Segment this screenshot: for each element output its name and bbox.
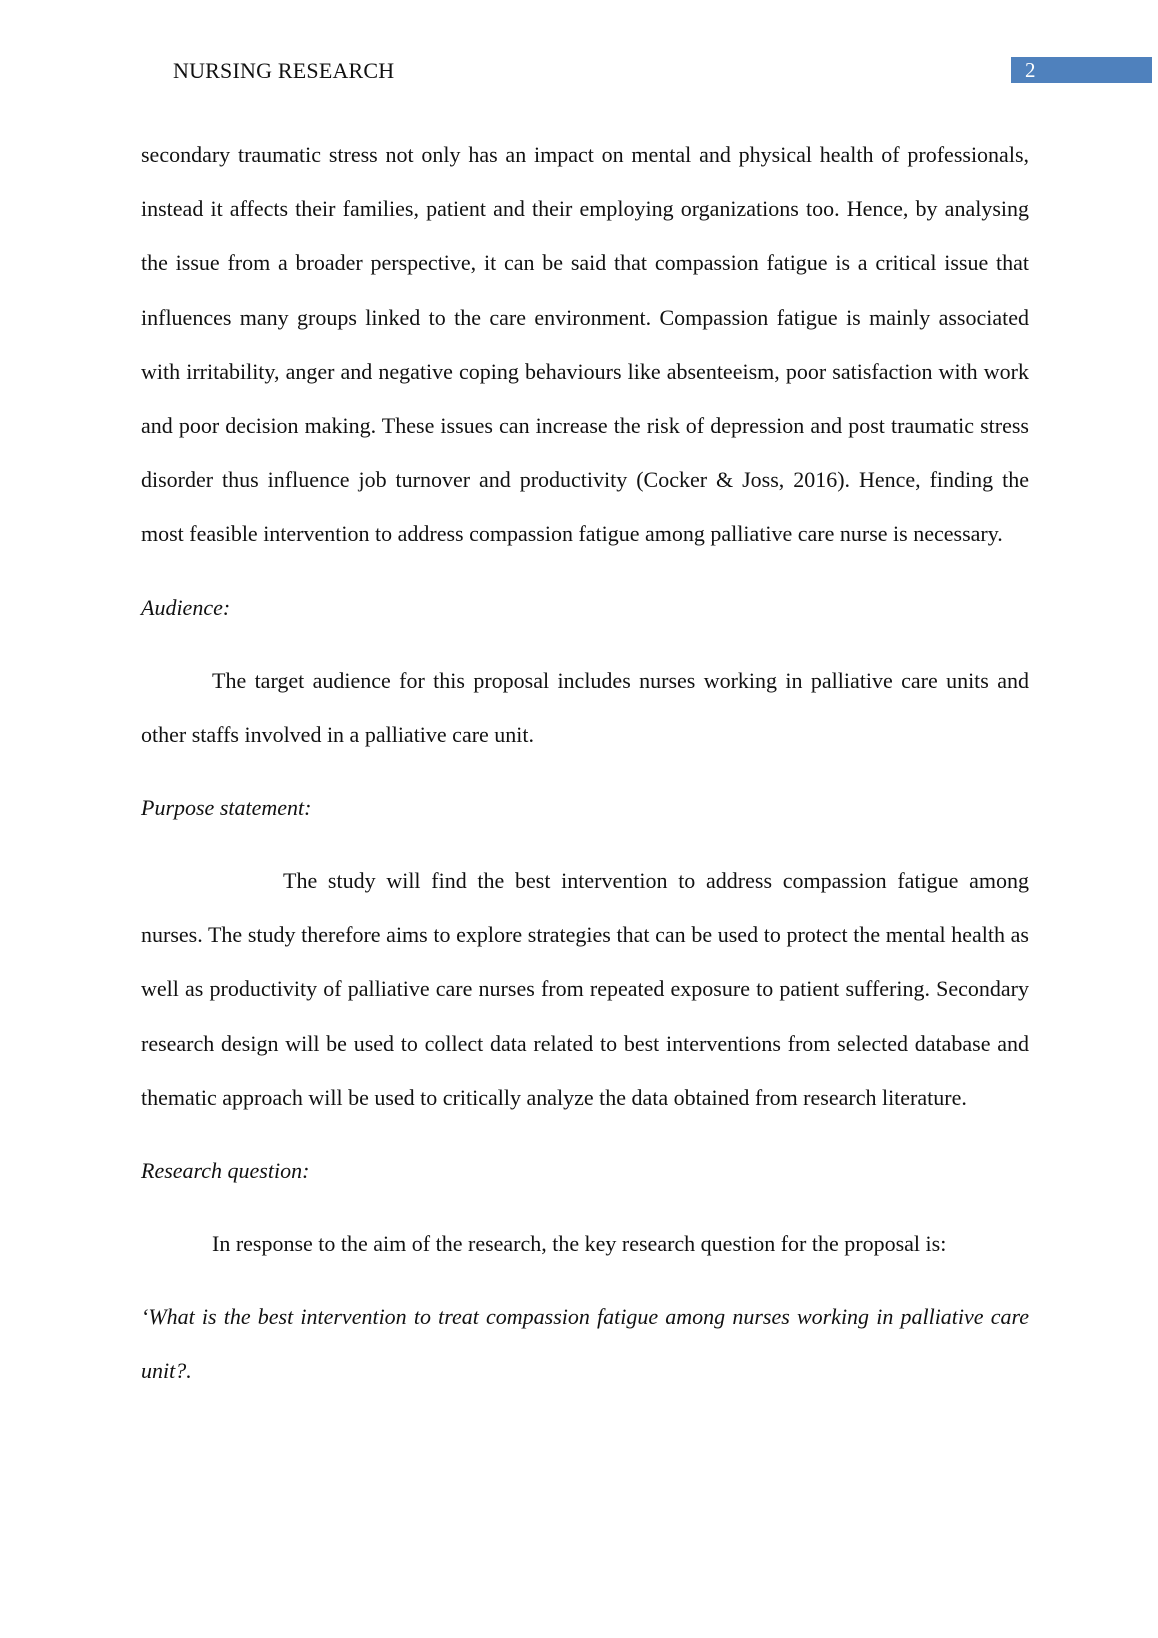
intro-paragraph: secondary traumatic stress not only has an impact on mental and physical health of professionals, instead it affects their families, patient and their employing organizations too. Hence, by analysing the issue from a broader perspective, it can be said that compassion fatigue is a critical issue that influences many groups linked to the care environment. Compassion fatigue is mainly associated with irritability, anger and negative coping behaviours like absenteeism, poor satisfaction with work and poor decision making. These issues can increase the risk of depression and post traumatic stress disorder thus influence job turnover and productivity (Cocker & Joss, 2016). Hence, finding the most feasible intervention to address compassion fatigue among palliative care nurse is necessary. bbox=[141, 142, 1029, 547]
document-body bbox=[141, 128, 1029, 1399]
research-question-heading: Research question: bbox=[141, 1158, 310, 1184]
research-question: ‘What is the best intervention to treat compassion fatigue among nurses working in palliative care unit?. bbox=[141, 1304, 1029, 1384]
spacer bbox=[141, 562, 1029, 581]
spacer bbox=[141, 835, 1029, 854]
spacer bbox=[141, 1198, 1029, 1217]
page-number: 2 bbox=[1011, 57, 1152, 83]
purpose-heading: Purpose statement: bbox=[141, 795, 312, 821]
spacer bbox=[141, 762, 1029, 781]
purpose-paragraph: The study will find the best intervention to address compassion fatigue among nurses. The study therefore aims to explore strategies that can be used to protect the mental health as well as productivity of palliative care nurses from repeated exposure to patient suffering. Secondary research design will be used to collect data related to best interventions from selected database and thematic approach will be used to critically analyze the data obtained from research literature. bbox=[141, 868, 1029, 1110]
audience-heading: Audience: bbox=[141, 594, 231, 620]
running-head: NURSING RESEARCH bbox=[173, 58, 395, 83]
spacer bbox=[141, 1271, 1029, 1290]
spacer bbox=[141, 635, 1029, 654]
audience-paragraph: The target audience for this proposal includes nurses working in palliative care units and other staffs involved in a palliative care unit. bbox=[141, 667, 1029, 747]
research-question-intro: In response to the aim of the research, the key research question for the proposal is: bbox=[212, 1231, 947, 1257]
spacer bbox=[141, 1125, 1029, 1144]
